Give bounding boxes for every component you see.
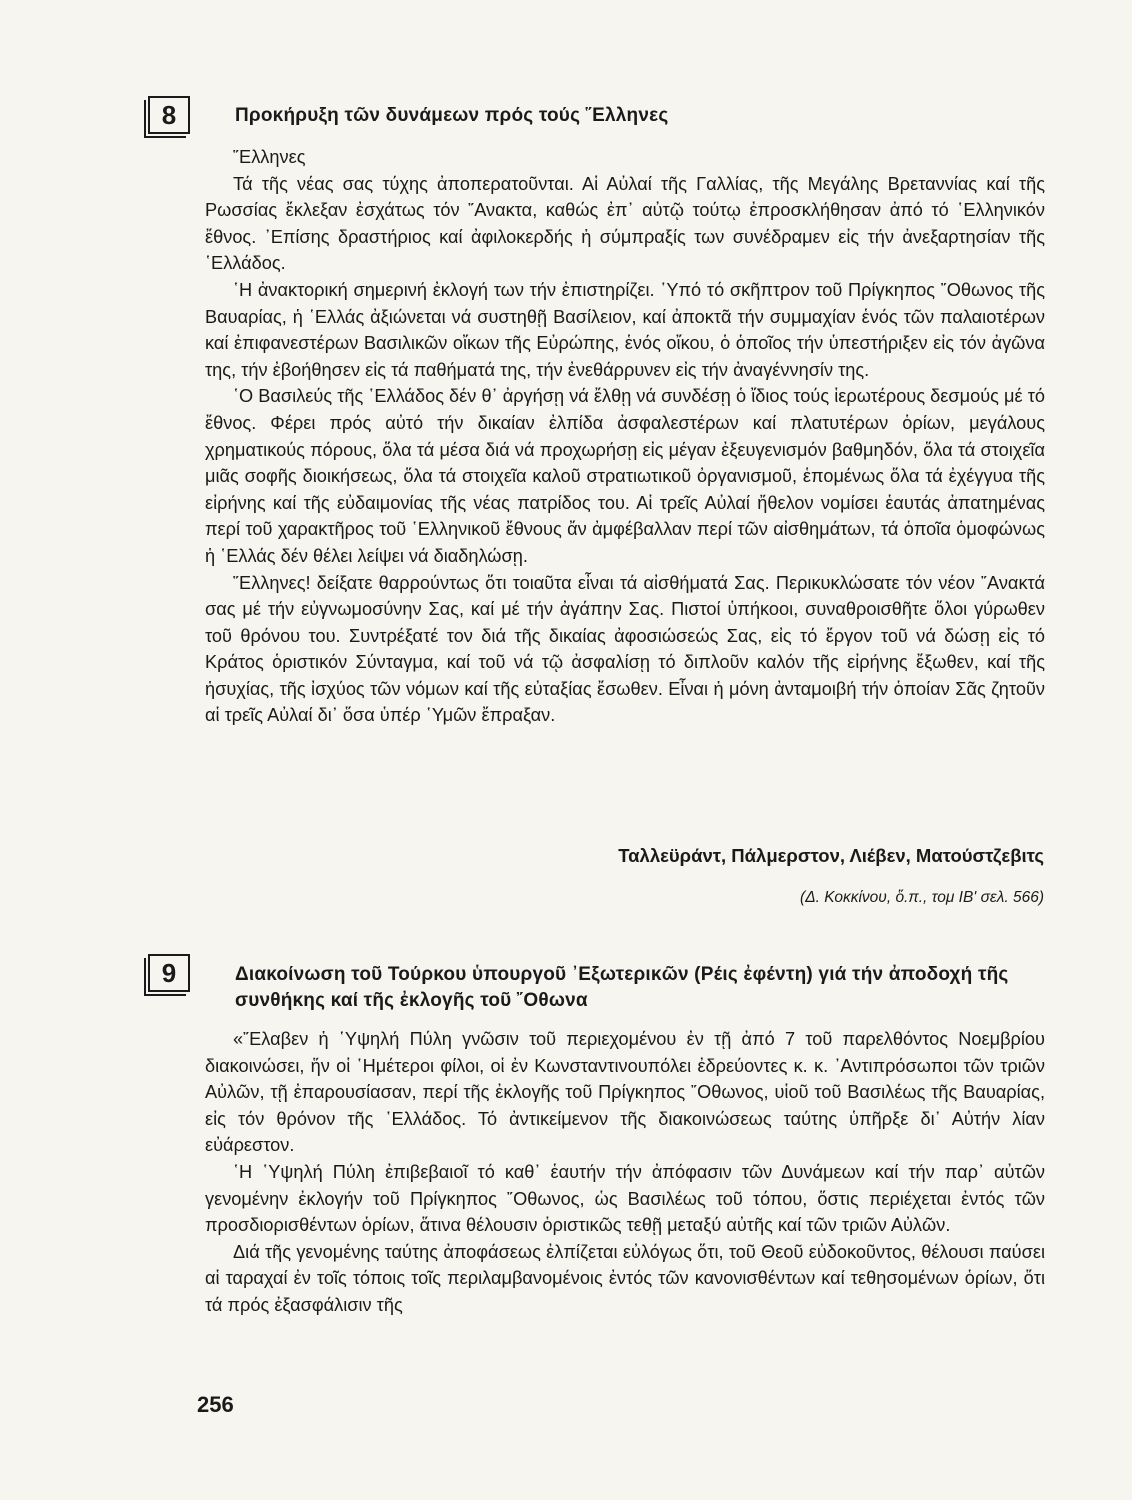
page-number: 256 — [197, 1392, 234, 1417]
paragraph: ῾Η ῾Υψηλή Πύλη ἐπιβεβαιοῖ τό καθ᾿ ἑαυτήν τήν ἀπόφασιν τῶν Δυνάμεων καί τήν παρ᾿ αὐτῶν γενομένην ἐκλογήν τοῦ Πρίγκηπος ῎Οθωνος, ὡς Βασιλέως τοῦ τόπου, ὅστις περιέχεται ἐντός τῶν προσδιορισθέντων ὁρίων, ἅτινα θέλουσιν ὁριστικῶς τεθῇ μεταξύ αὐτῆς καί τῶν τριῶν Αὐλῶν. — [205, 1161, 1045, 1236]
paragraph: Διά τῆς γενομένης ταύτης ἀποφάσεως ἐλπίζεται εὐλόγως ὅτι, τοῦ Θεοῦ εὐδοκοῦντος, θέλουσι παύσει αἱ ταραχαί ἐν τοῖς τόποις τοῖς περιλαμβανομένοις ἐντός τῶν κανονισθέντων καί τεθησομένων ὁρίων, ὅτι τά πρός ἐξασφάλισιν τῆς — [205, 1241, 1045, 1315]
paragraph: «῎Ελαβεν ἡ ῾Υψηλή Πύλη γνῶσιν τοῦ περιεχομένου ἐν τῇ ἀπό 7 τοῦ παρελθόντος Νοεμβρίου διακοινώσει, ἥν οἱ ῾Ημέτεροι φίλοι, οἱ ἐν Κωνσταντινουπόλει ἐδρεύοντες κ. κ. ᾿Αντιπρόσωποι τῶν τριῶν Αὐλῶν, τῇ ἐπαρουσίασαν, περί τῆς ἐκλογῆς τοῦ Πρίγκηπος ῎Οθωνος, υἱοῦ τοῦ Βασιλέως τῆς Βαυαρίας, εἰς τόν θρόνον τῆς ῾Ελλάδος. Τό ἀντικείμενον τῆς διακοινώσεως ταύτης ὑπῆρξε δι᾿ Αὐτήν λίαν εὐάρεστον. — [205, 1029, 1045, 1156]
citation: (Δ. Κοκκίνου, ὅ.π., τομ ΙΒ' σελ. 566) — [800, 889, 1044, 906]
paragraph: ῾Ο Βασιλεύς τῆς ῾Ελλάδος δέν θ᾿ ἀργήσῃ νά ἔλθῃ νά συνδέσῃ ὁ ἴδιος τούς ἱερωτέρους δεσμούς μέ τό ἔθνος. Φέρει πρός αὐτό τήν δικαίαν ἐλπίδα ἀσφαλεστέρων καί πλατυτέρων ὁρίων, μεγάλους χρηματικούς πόρους, ὅλα τά μέσα διά νά προχωρήσῃ εἰς μέγαν ἐξευγενισμόν βαθμηδόν, ὅλα τά στοιχεῖα μιᾶς σοφῆς διοικήσεως, ὅλα τά στοιχεῖα καλοῦ στρατιωτικοῦ ὀργανισμοῦ, ἑπομένως ὅλα τά ἐχέγγυα τῆς εἰρήνης καί τῆς εὐδαιμονίας τῆς νέας πατρίδος του. Αἱ τρεῖς Αὐλαί ἤθελον νομίσει ἑαυτάς ἀπατημένας περί τοῦ χαρακτῆρος τοῦ ῾Ελληνικοῦ ἔθνους ἄν ἀμφέβαλλαν περί τῶν αἰσθημάτων, τά ὁποῖα ὁμοφώνως ἡ ῾Ελλάς δέν θέλει λείψει νά διαδηλώσῃ. — [205, 386, 1045, 566]
section-9-heading: Διακοίνωση τοῦ Τούρκου ὑπουργοῦ ᾿Εξωτερικῶν (Ρέις ἐφέντη) γιά τήν ἀποδοχή τῆς συνθήκης καί τῆς ἐκλογῆς τοῦ ῎Οθωνα — [235, 964, 1009, 1011]
salutation: ῞Ελληνες — [233, 147, 306, 167]
paragraph: ῞Ελληνες! δείξατε θαρρούντως ὅτι τοιαῦτα εἶναι τά αἰσθήματά Σας. Περικυκλώσατε τόν νέον ῎Ανακτά σας μέ τήν εὐγνωμοσύνην Σας, καί μέ τήν ἀγάπην Σας. Πιστοί ὑπήκοοι, συναθροισθῆτε ὅλοι γύρωθεν τοῦ θρόνου του. Συντρέξατέ τον διά τῆς δικαίας ἀφοσιώσεώς Σας, εἰς τό ἔργον τοῦ νά δώσῃ εἰς τό Κράτος ὁριστικόν Σύνταγμα, καί τοῦ νά τῷ ἀσφαλίσῃ τό διπλοῦν καλόν τῆς εἰρήνης ἔξωθεν, καί τῆς ἡσυχίας, τῆς ἰσχύος τῶν νόμων καί τῆς εὐταξίας ἔσωθεν. Εἶναι ἡ μόνη ἀνταμοιβή τήν ὁποίαν Σᾶς ζητοῦν αἱ τρεῖς Αὐλαί δι᾿ ὅσα ὑπέρ ῾Υμῶν ἔπραξαν. — [205, 572, 1045, 726]
paragraph: Τά τῆς νέας σας τύχης ἀποπερατοῦνται. Αἱ Αὐλαί τῆς Γαλλίας, τῆς Μεγάλης Βρεταννίας καί τῆς Ρωσσίας ἔκλεξαν ἐσχάτως τόν ῎Ανακτα, καθώς ἐπ᾿ αὐτῷ τούτῳ ἐπροσκλήθησαν ἀπό τό ῾Ελληνικόν ἔθνος. ᾿Επίσης δραστήριος καί ἀφιλοκερδής ἡ σύμπραξίς των συνέδραμεν εἰς τήν ἀνεξαρτησίαν τῆς ῾Ελλάδος. — [205, 173, 1045, 274]
section-number-8: 8 — [148, 96, 190, 134]
section-number-9: 9 — [148, 954, 190, 992]
section-8-heading: Προκήρυξη τῶν δυνάμεων πρός τούς ῞Ελληνες — [235, 105, 669, 126]
paragraph: ῾Η ἀνακτορική σημερινή ἐκλογή των τήν ἐπιστηρίζει. ῾Υπό τό σκῆπτρον τοῦ Πρίγκηπος ῎Οθωνος τῆς Βαυαρίας, ἡ ῾Ελλάς ἀξιώνεται νά συστηθῇ Βασίλειον, καί ἀποκτᾶ τήν συμμαχίαν ἑνός τῶν παλαιοτέρων καί ἐπιφανεστέρων Βασιλικῶν οἴκων τῆς Εὐρώπης, ἑνός οἴκου, ὁ ὁποῖος τήν ὑπεστήριξεν εἰς τόν ἀγῶνα της, τήν ἐβοήθησεν εἰς τά παθήματά της, τήν ἐνεθάρρυνεν εἰς τήν ἀναγέννησίν της. — [205, 279, 1045, 380]
signature: Ταλλεϋράντ, Πάλμερστον, Λιέβεν, Ματούστζεβιτς — [618, 845, 1044, 866]
section-8-body — [205, 144, 1045, 729]
section-9-body — [205, 1026, 1045, 1319]
